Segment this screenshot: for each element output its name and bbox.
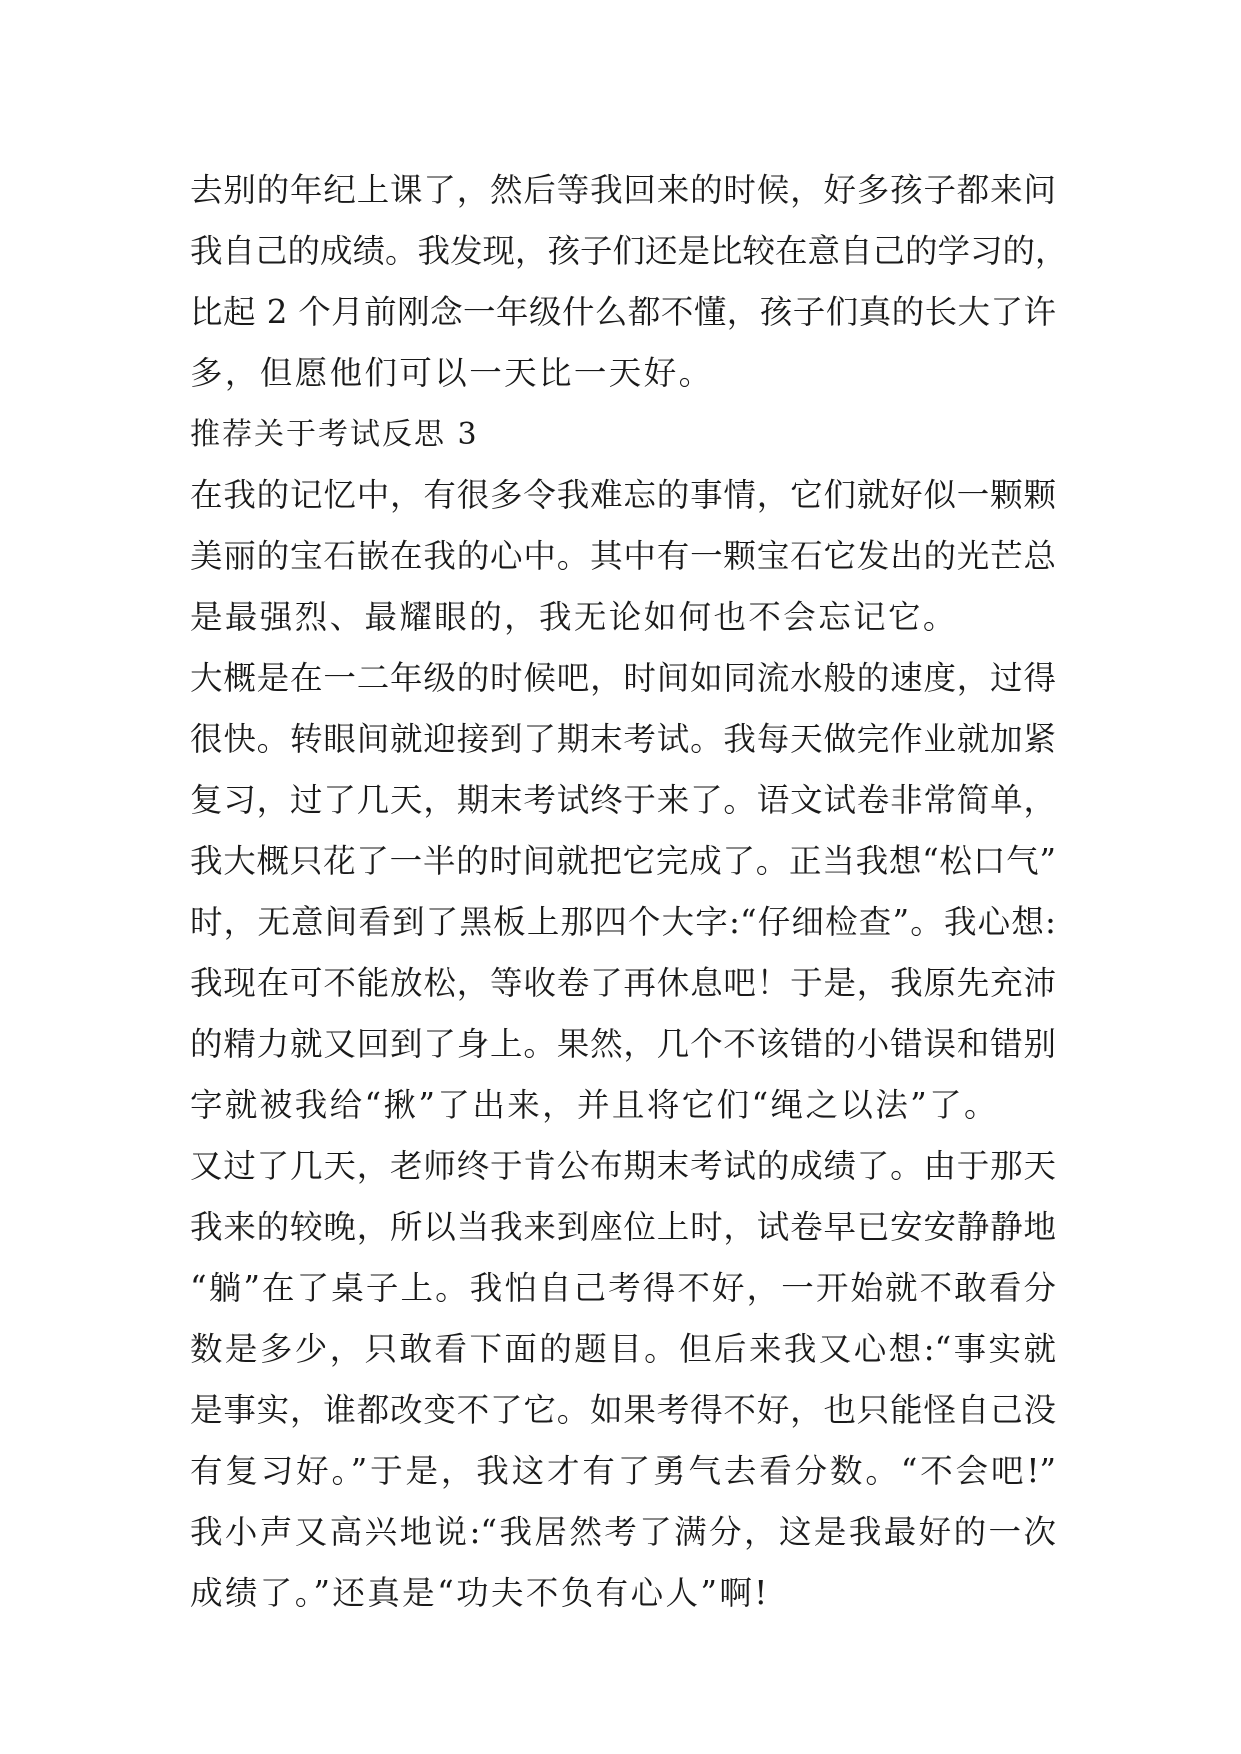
text-line: 又过了几天，老师终于肯公布期末考试的成绩了。由于那天 — [190, 1147, 1056, 1185]
document-body — [190, 160, 1068, 1624]
text-line: 是事实，谁都改变不了它。如果考得不好，也只能怪自己没 — [190, 1391, 1056, 1429]
text-line: 在我的记忆中，有很多令我难忘的事情，它们就好似一颗颗 — [190, 476, 1056, 514]
text-line: 我来的较晚，所以当我来到座位上时，试卷早已安安静静地 — [190, 1208, 1056, 1246]
text-line: 是最强烈、最耀眼的，我无论如何也不会忘记它。 — [190, 598, 958, 636]
text-line: 我大概只花了一半的时间就把它完成了。正当我想“松口气” — [190, 842, 1056, 880]
text-line: 我现在可不能放松，等收卷了再休息吧！于是，我原先充沛 — [190, 964, 1056, 1002]
section-heading: 推荐关于考试反思 3 — [190, 417, 479, 452]
text-line: 我自己的成绩。我发现，孩子们还是比较在意自己的学习的， — [190, 232, 1068, 270]
text-line: 比起 2 个月前刚念一年级什么都不懂，孩子们真的长大了许 — [190, 293, 1056, 331]
text-line: 大概是在一二年级的时候吧，时间如同流水般的速度，过得 — [190, 659, 1056, 697]
text-line: 多，但愿他们可以一天比一天好。 — [190, 354, 714, 392]
text-line: “躺”在了桌子上。我怕自己考得不好，一开始就不敢看分 — [190, 1269, 1056, 1307]
text-line: 数是多少，只敢看下面的题目。但后来我又心想:“事实就 — [190, 1330, 1056, 1368]
text-line: 的精力就又回到了身上。果然，几个不该错的小错误和错别 — [190, 1025, 1056, 1063]
text-line: 去别的年纪上课了，然后等我回来的时候，好多孩子都来问 — [190, 171, 1056, 209]
text-line: 成绩了。”还真是“功夫不负有心人”啊! — [190, 1574, 770, 1612]
text-line: 复习，过了几天，期末考试终于来了。语文试卷非常简单， — [190, 781, 1056, 819]
text-line: 我小声又高兴地说:“我居然考了满分，这是我最好的一次 — [190, 1513, 1056, 1551]
text-line: 字就被我给“揪”了出来，并且将它们“绳之以法”了。 — [190, 1086, 999, 1124]
text-line: 很快。转眼间就迎接到了期末考试。我每天做完作业就加紧 — [190, 720, 1056, 758]
text-line: 时，无意间看到了黑板上那四个大字:“仔细检查”。我心想: — [190, 903, 1056, 941]
text-line: 有复习好。”于是，我这才有了勇气去看分数。“不会吧!” — [190, 1452, 1056, 1490]
text-line: 美丽的宝石嵌在我的心中。其中有一颗宝石它发出的光芒总 — [190, 537, 1056, 575]
